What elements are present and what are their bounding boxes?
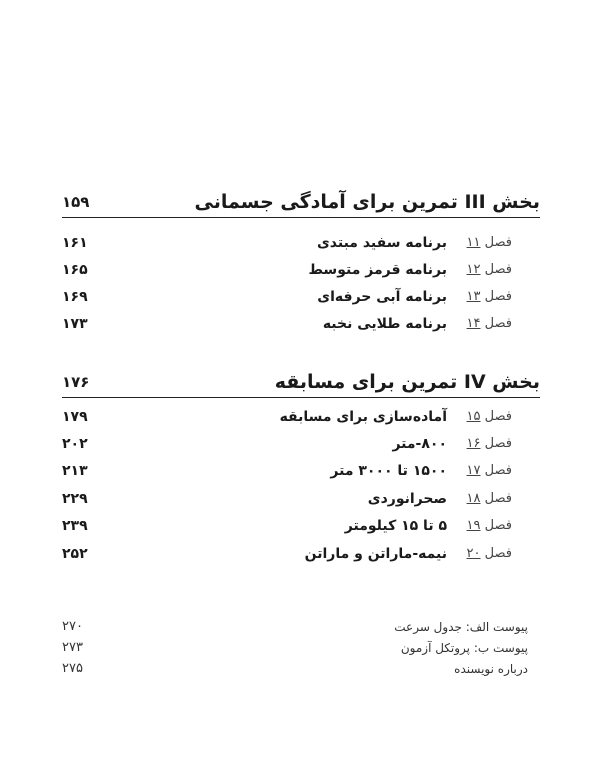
chapter-title: برنامه طلایی نخبه	[322, 316, 447, 332]
chapter-page-number: ۲۰۲	[62, 436, 88, 452]
chapter-page-number: ۱۶۹	[62, 289, 88, 305]
section-header	[62, 189, 540, 218]
chapter-title: ۵ تا ۱۵ کیلومتر	[344, 518, 447, 534]
section-page-number: ۱۷۶	[62, 373, 90, 391]
chapter-title: برنامه سفید مبتدی	[316, 235, 447, 251]
appendix-title: درباره نویسنده	[454, 662, 528, 676]
toc-appendix-entry[interactable]	[62, 637, 540, 659]
section-title: بخش IV تمرین برای مسابقه	[274, 371, 540, 393]
chapter-title: برنامه آبی حرفه‌ای	[317, 289, 447, 305]
chapter-number: فصل ۲۰	[466, 546, 512, 561]
chapter-page-number: ۲۵۲	[62, 546, 88, 562]
appendix-page-number: ۲۷۵	[62, 661, 83, 676]
chapter-page-number: ۱۶۵	[62, 262, 88, 278]
chapter-title: ۱۵۰۰ تا ۳۰۰۰ متر	[330, 463, 447, 479]
toc-section	[62, 189, 540, 218]
appendix-title: پیوست ب: پروتکل آزمون	[400, 641, 528, 655]
chapter-page-number: ۲۱۳	[62, 463, 88, 479]
chapter-number: فصل ۱۵	[466, 409, 512, 424]
toc-entry[interactable]	[62, 312, 540, 336]
toc-entry[interactable]	[62, 231, 540, 255]
toc-appendix-entry[interactable]	[62, 616, 540, 638]
toc-section	[62, 369, 540, 398]
chapter-page-number: ۱۷۳	[62, 316, 88, 332]
toc-entry[interactable]	[62, 459, 540, 483]
section-title: بخش III تمرین برای آمادگی جسمانی	[194, 191, 540, 213]
toc-entry[interactable]	[62, 542, 540, 566]
chapter-page-number: ۲۳۹	[62, 518, 88, 534]
section-header	[62, 369, 540, 398]
chapter-number: فصل ۱۴	[466, 316, 512, 331]
chapter-title: ۸۰۰-متر	[392, 436, 447, 452]
chapter-title: صحرانوردی	[367, 491, 447, 507]
chapter-number: فصل ۱۱	[466, 235, 512, 250]
chapter-title: آماده‌سازی برای مسابقه	[279, 409, 447, 425]
toc-entry[interactable]	[62, 405, 540, 429]
chapter-title: نیمه-ماراتن و ماراتن	[304, 546, 447, 562]
chapter-number: فصل ۱۲	[466, 262, 512, 277]
chapter-number: فصل ۱۳	[466, 289, 512, 304]
chapter-page-number: ۲۲۹	[62, 491, 88, 507]
toc-entry[interactable]	[62, 487, 540, 511]
chapter-number: فصل ۱۸	[466, 491, 512, 506]
section-page-number: ۱۵۹	[62, 193, 90, 211]
chapter-number: فصل ۱۷	[466, 463, 512, 478]
toc-entry[interactable]	[62, 514, 540, 538]
appendix-title: پیوست الف: جدول سرعت	[394, 620, 528, 634]
chapter-page-number: ۱۶۱	[62, 235, 88, 251]
toc-appendix-entry[interactable]	[62, 658, 540, 680]
chapter-number: فصل ۱۶	[466, 436, 512, 451]
chapter-page-number: ۱۷۹	[62, 409, 88, 425]
toc-entry[interactable]	[62, 285, 540, 309]
appendix-page-number: ۲۷۰	[62, 619, 83, 634]
chapter-title: برنامه قرمز متوسط	[308, 262, 447, 278]
appendix-page-number: ۲۷۳	[62, 640, 83, 655]
chapter-number: فصل ۱۹	[466, 518, 512, 533]
toc-entry[interactable]	[62, 258, 540, 282]
toc-entry[interactable]	[62, 432, 540, 456]
